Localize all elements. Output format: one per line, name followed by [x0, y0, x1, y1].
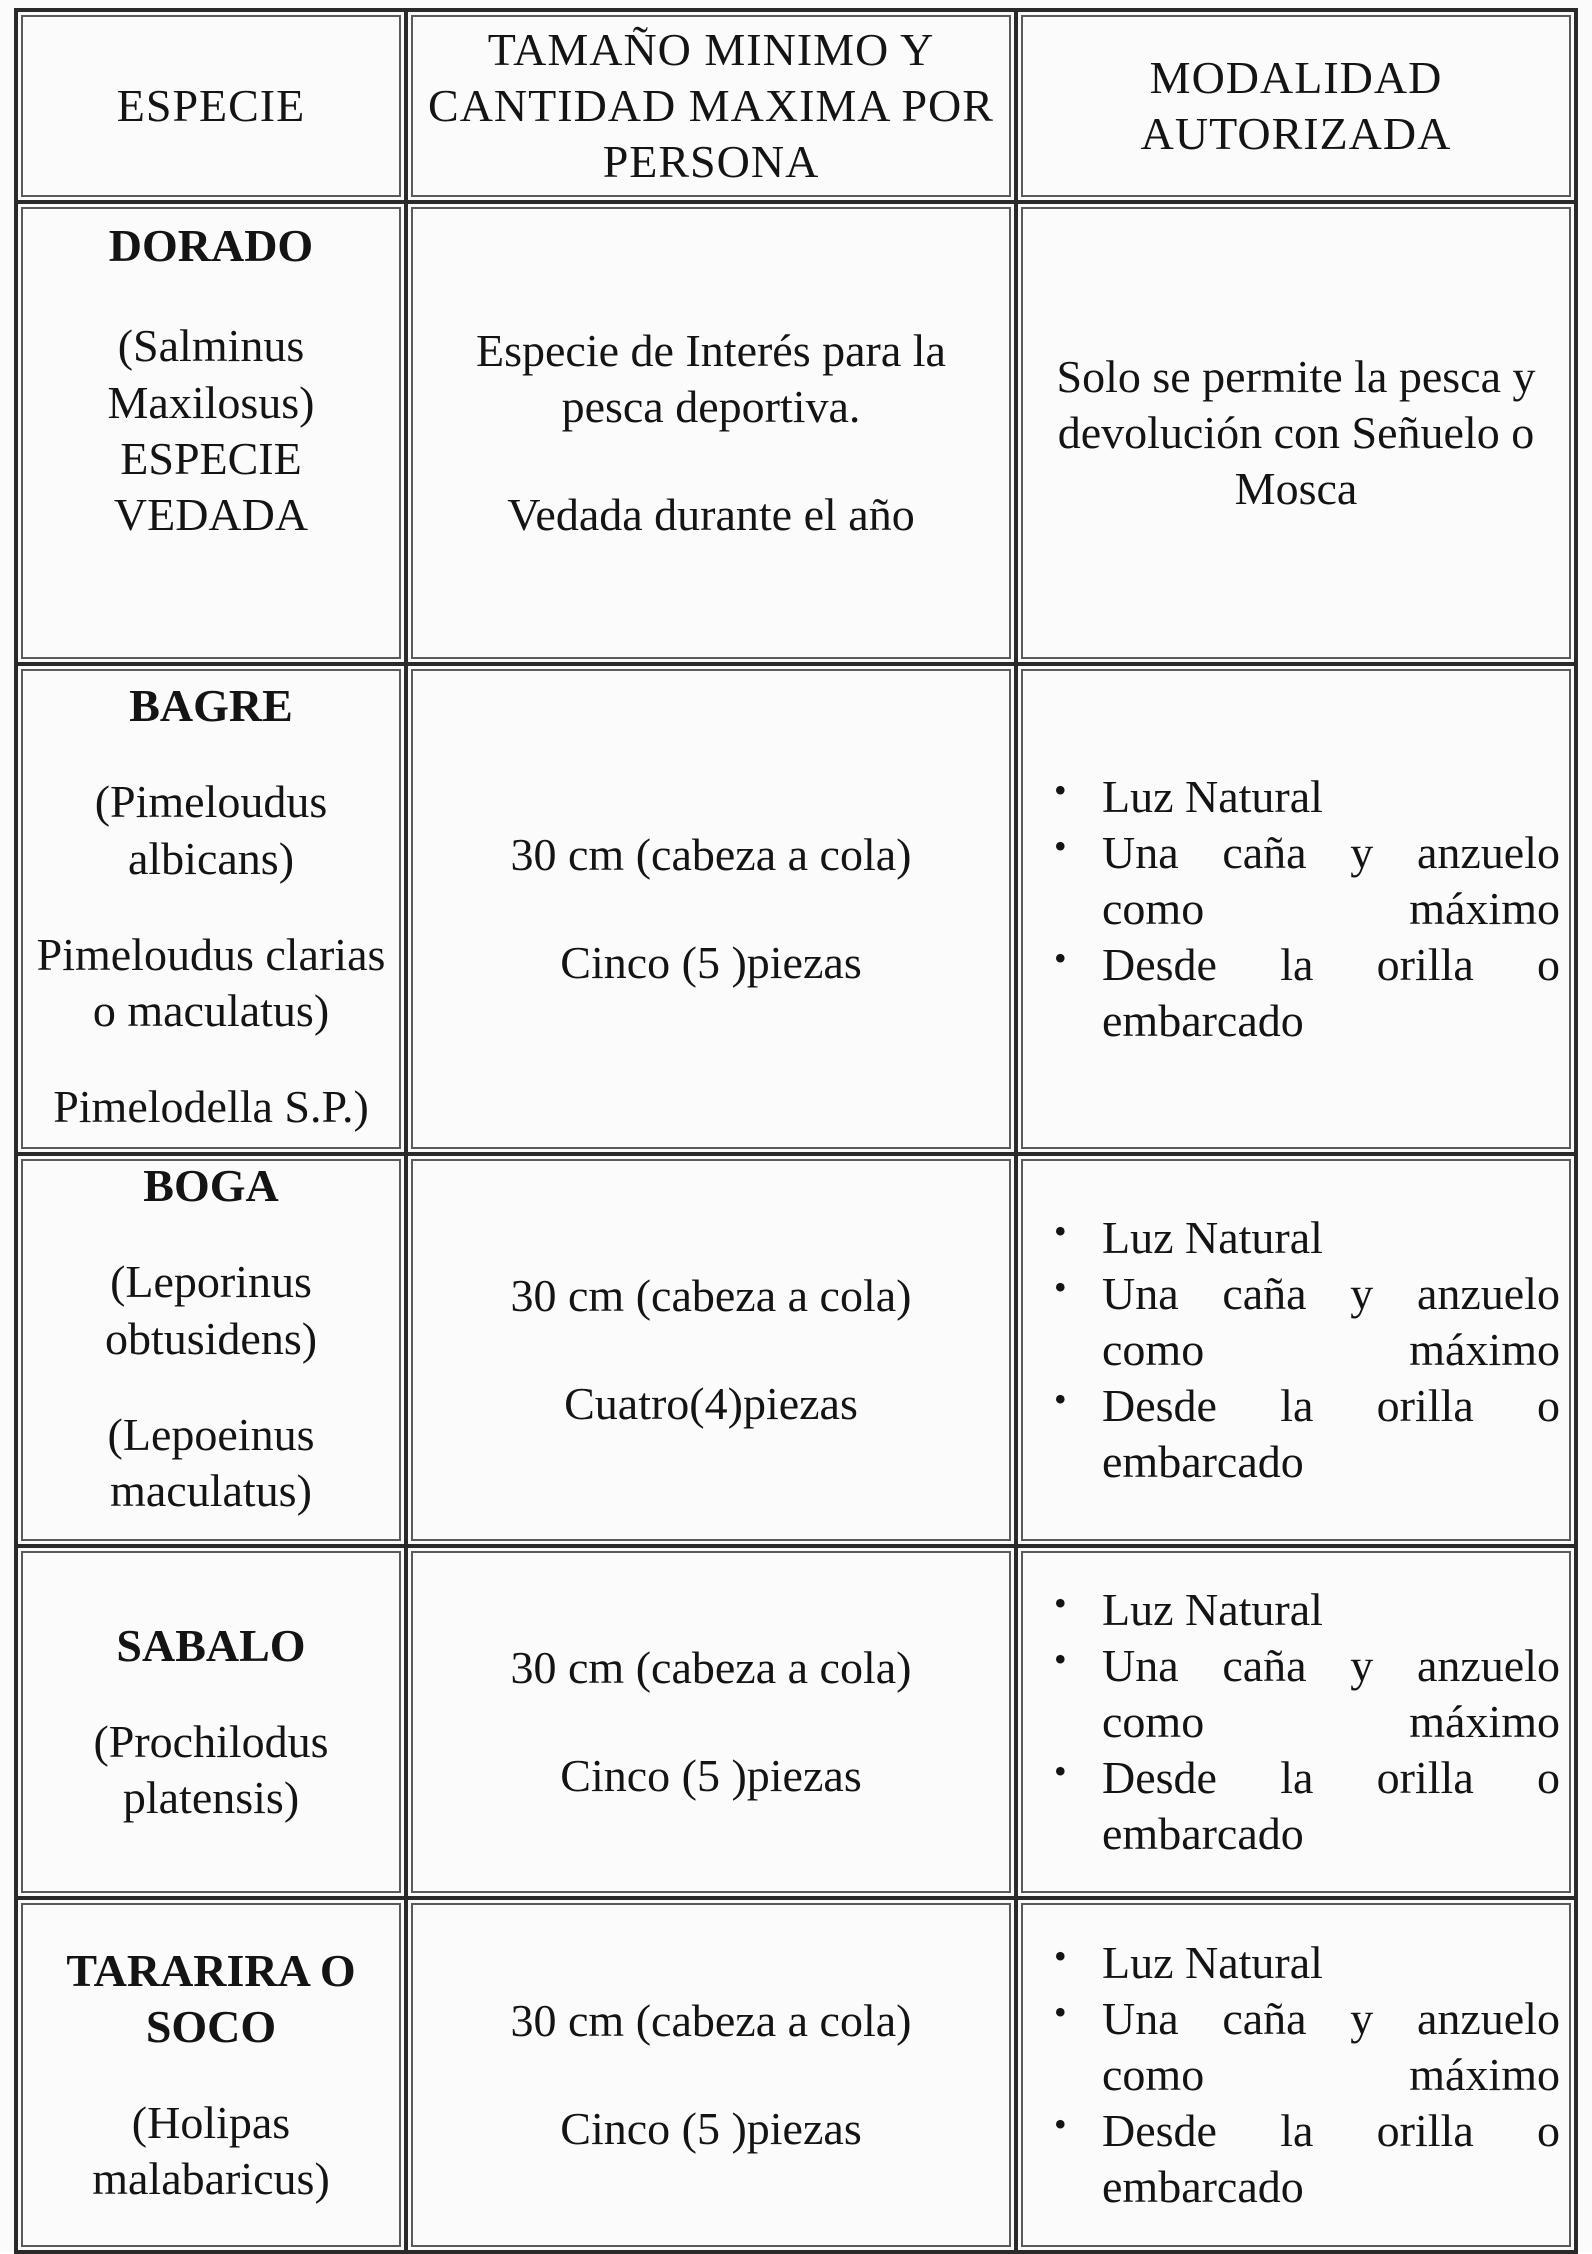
- header-species: ESPECIE: [16, 10, 406, 202]
- size-quantity-cell: [406, 1154, 1016, 1546]
- sci-line: Pimeloudus clarias: [36, 928, 386, 980]
- bullet-icon: •: [1054, 1267, 1067, 1308]
- sci-line: maculatus): [110, 1464, 312, 1516]
- list-item-text: Luz Natural: [1102, 1584, 1323, 1636]
- table-row: [16, 1546, 1576, 1898]
- bullet-icon: •: [1054, 1583, 1067, 1624]
- size-text: 30 cm (cabeza a cola): [510, 1995, 912, 2047]
- list-item: [1054, 937, 1560, 1049]
- quantity-text: Cuatro(4)piezas: [564, 1378, 858, 1430]
- sci-line: albicans): [127, 832, 295, 884]
- list-item-text: Una caña y anzuelo como máximo: [1102, 1268, 1560, 1376]
- bullet-icon: •: [1054, 770, 1067, 811]
- sci-line: Maxilosus): [107, 376, 315, 428]
- list-item-text: Desde la orilla o embarcado: [1102, 2105, 1560, 2213]
- list-item: [1054, 1582, 1560, 1638]
- species-cell: [16, 664, 406, 1154]
- sci-line: obtusidens): [104, 1312, 318, 1364]
- species-scientific: [32, 318, 390, 542]
- list-item-text: Una caña y anzuelo como máximo: [1102, 827, 1560, 935]
- sci-line: platensis): [122, 1772, 300, 1824]
- table-row: [16, 202, 1576, 664]
- list-item-text: Desde la orilla o embarcado: [1102, 1380, 1560, 1488]
- species-name: BOGA: [143, 1160, 279, 1212]
- list-item-text: Luz Natural: [1102, 1212, 1323, 1264]
- list-item-text: Una caña y anzuelo como máximo: [1102, 1640, 1560, 1748]
- quantity-text: Vedada durante el año: [507, 489, 915, 541]
- size-text: 30 cm (cabeza a cola): [510, 829, 912, 881]
- modality-list: [1032, 769, 1560, 1050]
- sci-line: malabaricus): [92, 2153, 330, 2205]
- size-quantity-cell: [406, 1898, 1016, 2252]
- list-item: [1054, 769, 1560, 825]
- size-quantity-cell: [406, 664, 1016, 1154]
- species-name: TARARIRA O: [66, 1945, 356, 1997]
- list-item: [1054, 1750, 1560, 1862]
- bullet-icon: •: [1054, 1751, 1067, 1792]
- list-item: [1054, 1378, 1560, 1490]
- species-scientific: [32, 1079, 390, 1135]
- species-cell: [16, 202, 406, 664]
- species-scientific: [32, 1407, 390, 1519]
- sci-line: (Holipas: [131, 2097, 291, 2149]
- modality-text: Solo se permite la pesca y devolución con Señuelo o Mosca: [1056, 351, 1536, 515]
- species-cell: [16, 1898, 406, 2252]
- size-text: 30 cm (cabeza a cola): [510, 1270, 912, 1322]
- list-item: [1054, 1991, 1560, 2103]
- sci-line: (Pimeloudus: [94, 776, 328, 828]
- species-name: BAGRE: [129, 680, 293, 732]
- species-scientific: [32, 927, 390, 1039]
- list-item: [1054, 1210, 1560, 1266]
- species-cell: [16, 1546, 406, 1898]
- modality-list: [1032, 1582, 1560, 1863]
- bullet-icon: •: [1054, 1936, 1067, 1977]
- quantity-text: Cinco (5 )piezas: [560, 2103, 862, 2155]
- table-row: [16, 1154, 1576, 1546]
- list-item: [1054, 1638, 1560, 1750]
- list-item: [1054, 1266, 1560, 1378]
- list-item: [1054, 2103, 1560, 2215]
- header-size-quantity: TAMAÑO MINIMO Y CANTIDAD MAXIMA POR PERSONA: [406, 10, 1016, 202]
- species-scientific: [32, 1254, 390, 1366]
- sci-line: (Lepoeinus: [107, 1408, 315, 1460]
- bullet-icon: •: [1054, 1211, 1067, 1252]
- size-quantity-cell: [406, 202, 1016, 664]
- size-text: Especie de Interés para la pesca deportiva.: [476, 325, 946, 433]
- fishing-regulations-table: [14, 8, 1578, 2254]
- sci-line: VEDADA: [113, 488, 309, 540]
- table-row: [16, 1898, 1576, 2252]
- species-cell: [16, 1154, 406, 1546]
- modality-cell: [1016, 1898, 1576, 2252]
- size-quantity-cell: [406, 1546, 1016, 1898]
- species-scientific: [32, 1714, 390, 1826]
- sci-line: (Prochilodus: [93, 1716, 329, 1768]
- list-item: [1054, 825, 1560, 937]
- quantity-text: Cinco (5 )piezas: [560, 937, 862, 989]
- table-header-row: [16, 10, 1576, 202]
- quantity-text: Cinco (5 )piezas: [560, 1750, 862, 1802]
- list-item-text: Desde la orilla o embarcado: [1102, 939, 1560, 1047]
- list-item: [1054, 1935, 1560, 1991]
- table-row: [16, 664, 1576, 1154]
- species-name: SABALO: [116, 1620, 306, 1672]
- list-item-text: Desde la orilla o embarcado: [1102, 1752, 1560, 1860]
- list-item-text: Luz Natural: [1102, 771, 1323, 823]
- species-scientific: [32, 774, 390, 886]
- species-name: SOCO: [145, 2001, 277, 2053]
- sci-line: o maculatus): [92, 984, 330, 1036]
- modality-cell: [1016, 202, 1576, 664]
- species-scientific: [32, 2095, 390, 2207]
- bullet-icon: •: [1054, 1639, 1067, 1680]
- header-modality: MODALIDAD AUTORIZADA: [1016, 10, 1576, 202]
- size-text: 30 cm (cabeza a cola): [510, 1642, 912, 1694]
- sci-line: Pimelodella S.P.): [53, 1080, 369, 1132]
- modality-cell: [1016, 1546, 1576, 1898]
- modality-cell: [1016, 1154, 1576, 1546]
- sci-line: (Leporinus: [110, 1256, 312, 1308]
- list-item-text: Luz Natural: [1102, 1937, 1323, 1989]
- bullet-icon: •: [1054, 2104, 1067, 2145]
- bullet-icon: •: [1054, 1379, 1067, 1420]
- modality-list: [1032, 1210, 1560, 1491]
- sci-line: (Salminus: [117, 320, 305, 372]
- bullet-icon: •: [1054, 1992, 1067, 2033]
- sci-line: ESPECIE: [120, 432, 302, 484]
- species-name: DORADO: [108, 220, 314, 272]
- list-item-text: Una caña y anzuelo como máximo: [1102, 1993, 1560, 2101]
- modality-list: [1032, 1935, 1560, 2216]
- bullet-icon: •: [1054, 826, 1067, 867]
- bullet-icon: •: [1054, 938, 1067, 979]
- modality-cell: [1016, 664, 1576, 1154]
